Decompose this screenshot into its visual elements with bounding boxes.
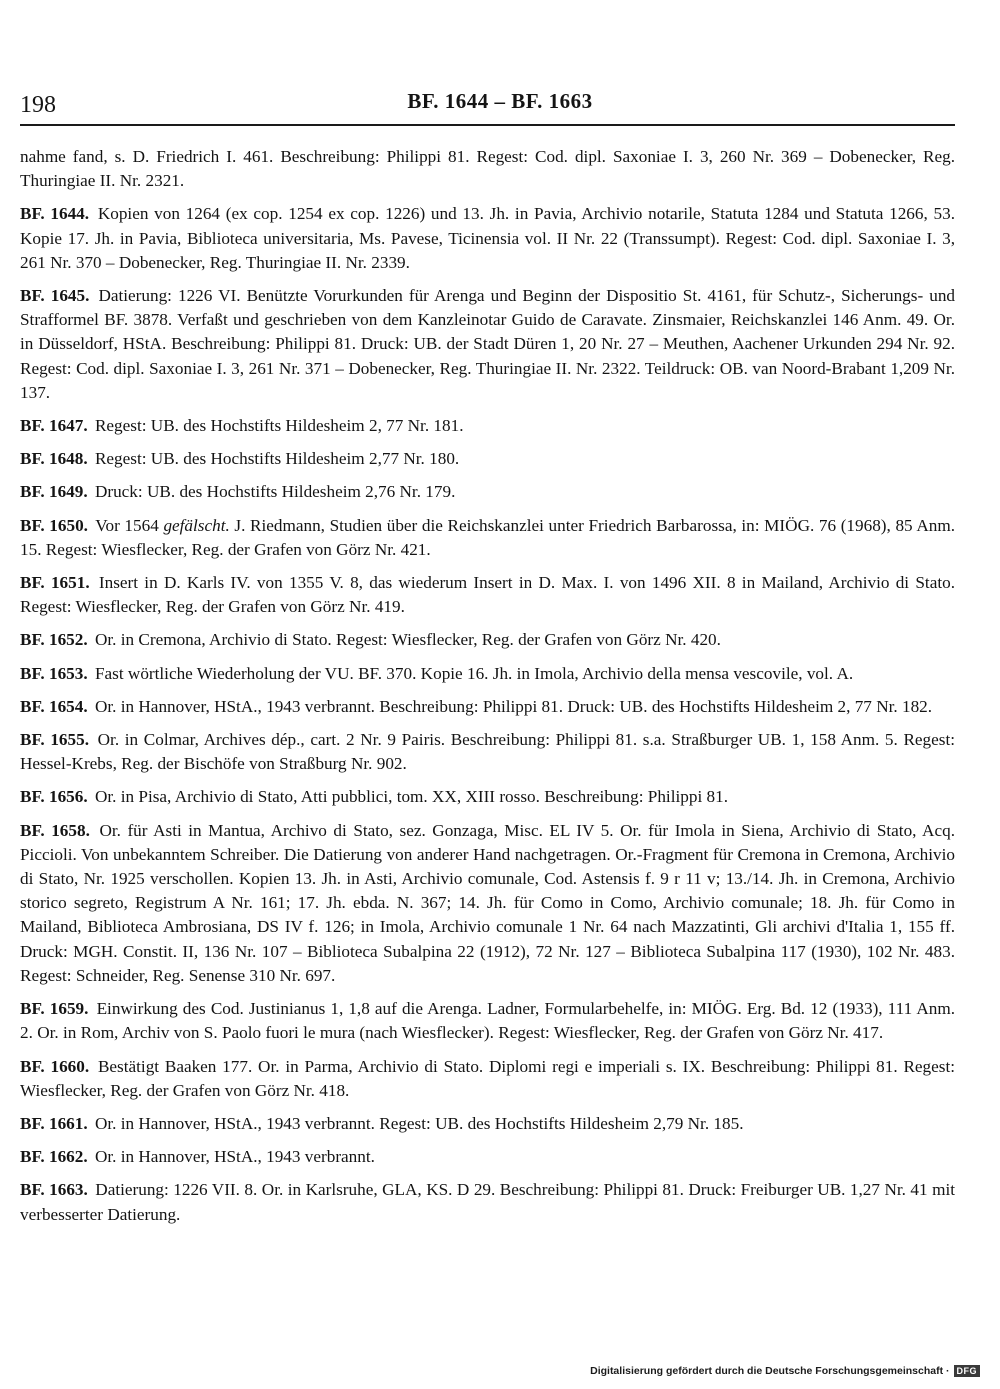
entry-bf-1662 [20, 1145, 955, 1169]
entry-bf-1660 [20, 1055, 955, 1103]
entry-id: BF. 1651. [20, 573, 90, 593]
entry-id: BF. 1648. [20, 449, 88, 469]
entry-id: BF. 1662. [20, 1147, 88, 1167]
dfg-logo: DFG [954, 1365, 981, 1377]
entry-bf-1645 [20, 284, 955, 405]
entry-text: Fast wörtliche Wiederholung der VU. BF. 370. Kopie 16. Jh. in Imola, Archivio della mensa vescovile, vol. A. [94, 663, 854, 683]
entry-text: Insert in D. Karls IV. von 1355 V. 8, das wiederum Insert in D. Max. I. von 1496 XII. 8 in Mailand, Archivio di Stato. Regest: Wiesflecker, Reg. der Grafen von Görz Nr. 419. [20, 573, 955, 617]
entry-bf-1655 [20, 728, 955, 776]
entry-id: BF. 1655. [20, 730, 89, 750]
entry-text: Or. in Cremona, Archivio di Stato. Regest: Wiesflecker, Reg. der Grafen von Görz Nr. 420. [94, 630, 721, 650]
entry-text: Or. in Hannover, HStA., 1943 verbrannt. [94, 1147, 375, 1167]
entry-bf-1648 [20, 447, 955, 471]
entry-bf-1654 [20, 695, 955, 719]
entry-text: Kopien von 1264 (ex cop. 1254 ex cop. 1226) und 13. Jh. in Pavia, Archivio notarile, Statuta 1284 und Statuta 1266, 53. Kopie 17. Jh. in Pavia, Biblioteca universitaria, Ms. Pavese, Ticinensia vol. II Nr. 22 (Transsumpt). Regest: Cod. dipl. Saxoniae I. 3, 261 Nr. 370 – Dobenecker, Reg. Thuringiae II. Nr. 2339. [20, 204, 956, 272]
entry-id: BF. 1660. [20, 1056, 90, 1076]
entry-text: nahme fand, s. D. Friedrich I. 461. Beschreibung: Philippi 81. Regest: Cod. dipl. Saxoniae I. 3, 260 Nr. 369 – Dobenecker, Reg. Thuringiae II. Nr. 2321. [20, 147, 955, 191]
entry-text: Regest: UB. des Hochstifts Hildesheim 2, 77 Nr. 181. [94, 416, 464, 436]
entry-id: BF. 1650. [20, 515, 88, 535]
entry-bf-1663 [20, 1178, 955, 1226]
entry-id: BF. 1658. [20, 820, 90, 840]
entry-text: Einwirkung des Cod. Justinianus 1, 1,8 auf die Arenga. Ladner, Formularbehelfe, in: MIÖG. Erg. Bd. 12 (1933), 111 Anm. 2. Or. in Rom, Archiv von S. Paolo fuori le mura (nach Wiesflecker). Regest: Wiesflecker, Reg. der Grafen von Görz Nr. 417. [20, 999, 956, 1043]
running-head: BF. 1644 – BF. 1663 [407, 89, 593, 113]
entry-id: BF. 1663. [20, 1180, 88, 1200]
page-number: 198 [20, 92, 56, 118]
entry-bf-1644 [20, 202, 955, 275]
entry-bf-1656 [20, 785, 955, 809]
entries-body [20, 145, 955, 1236]
entry-text: Or. in Pisa, Archivio di Stato, Atti pubblici, tom. XX, XIII rosso. Beschreibung: Philippi 81. [94, 787, 729, 807]
header-rule [20, 124, 955, 126]
entry-text-continued: J. Riedmann, Studien über die Reichskanzlei unter Friedrich Barbarossa, in: MIÖG. 76 (1968), 85 Anm. 15. Regest: Wiesflecker, Reg. der Grafen von Görz Nr. 421. [20, 515, 955, 559]
entry-bf-1653 [20, 662, 955, 686]
entry-id: BF. 1654. [20, 696, 88, 716]
funding-footer [590, 1365, 980, 1377]
funding-note: Digitalisierung gefördert durch die Deutsche Forschungsgemeinschaft · [590, 1365, 950, 1377]
entry-bf-1647 [20, 414, 955, 438]
entry-bf-1652 [20, 628, 955, 652]
entry-text: Bestätigt Baaken 177. Or. in Parma, Archivio di Stato. Diplomi regi e imperiali s. IX. Beschreibung: Philippi 81. Regest: Wiesflecker, Reg. der Grafen von Görz Nr. 418. [20, 1056, 956, 1100]
entry-text: Regest: UB. des Hochstifts Hildesheim 2,77 Nr. 180. [94, 449, 460, 469]
entry-text: Or. für Asti in Mantua, Archivo di Stato, sez. Gonzaga, Misc. EL IV 5. Or. für Imola in Siena, Archivio di Stato, Acq. Piccioli. Von unbekanntem Schreiber. Die Datierung von anderer Hand nachgetragen. Or.-Fragment für Cremona in Cremona, Archivio di Stato, Nr. 1925 verschollen. Kopien 13. Jh. in Asti, Archivio comunale, Cod. Astensis f. 9 r 11 v; 13./14. Jh. in Cremona, Archivio storico segreto, Registrum A Nr. 161; 17. Jh. ebda. N. 367; 14. Jh. für Como in Como, Archivio comunale; 18. Jh. für Como in Mailand, Biblioteca Ambrosiana, DS IV f. 126; in Imola, Archivio comunale 1 Nr. 64 nach Mazzatinti, Gli archivi d'Italia 1, 155 ff. Druck: MGH. Constit. II, 136 Nr. 107 – Biblioteca Subalpina 22 (1912), 72 Nr. 127 – Biblioteca Subalpina 117 (1930), 102 Nr. 483. Regest: Schneider, Reg. Senense 310 Nr. 697. [20, 820, 955, 985]
entry-id: BF. 1656. [20, 787, 88, 807]
entry-bf-1649 [20, 480, 955, 504]
entry-text: Or. in Hannover, HStA., 1943 verbrannt. Regest: UB. des Hochstifts Hildesheim 2,79 Nr. 185. [94, 1113, 744, 1133]
entry-text: Vor 1564 [95, 515, 164, 535]
entry-id: BF. 1661. [20, 1113, 88, 1133]
entry-text: Or. in Hannover, HStA., 1943 verbrannt. Beschreibung: Philippi 81. Druck: UB. des Hochstifts Hildesheim 2, 77 Nr. 182. [94, 696, 933, 716]
entry-id: BF. 1649. [20, 482, 88, 502]
entry-text: Datierung: 1226 VII. 8. Or. in Karlsruhe, GLA, KS. D 29. Beschreibung: Philippi 81. Druck: Freiburger UB. 1,27 Nr. 41 mit verbesserter Datierung. [20, 1180, 955, 1224]
entry-bf-1651 [20, 571, 955, 619]
entry-id: BF. 1652. [20, 630, 88, 650]
entry-bf-1658 [20, 819, 955, 988]
entry-id: BF. 1647. [20, 416, 88, 436]
entry-text: Datierung: 1226 VI. Benützte Vorurkunden für Arenga und Beginn der Dispositio St. 4161, für Schutz-, Sicherungs- und Strafformel BF. 3878. Verfaßt und geschrieben von dem Kanzleinotar Guido de Caravate. Zinsmaier, Reichskanzlei 146 Anm. 49. Or. in Düsseldorf, HStA. Beschreibung: Philippi 81. Druck: UB. der Stadt Düren 1, 20 Nr. 27 – Meuthen, Aachener Urkunden 294 Nr. 92. Regest: Cod. dipl. Saxoniae I. 3, 261 Nr. 371 – Dobenecker, Reg. Thuringiae II. Nr. 2322. Teildruck: OB. van Noord-Brabant 1,209 Nr. 137. [20, 286, 956, 402]
entry-text: Druck: UB. des Hochstifts Hildesheim 2,76 Nr. 179. [94, 482, 456, 502]
entry-id: BF. 1653. [20, 663, 88, 683]
entry-id: BF. 1644. [20, 204, 90, 224]
entry-bf-1659 [20, 997, 955, 1045]
entry-bf-1650 [20, 514, 955, 562]
entry-italic-text: gefälscht. [163, 515, 230, 535]
entry-id: BF. 1659. [20, 999, 89, 1019]
entry-bf-1661 [20, 1112, 955, 1136]
entry-continuation [20, 145, 955, 193]
entry-text: Or. in Colmar, Archives dép., cart. 2 Nr. 9 Pairis. Beschreibung: Philippi 81. s.a. Straßburger UB. 1, 158 Anm. 5. Regest: Hessel-Krebs, Reg. der Bischöfe von Straßburg Nr. 902. [20, 730, 956, 774]
entry-id: BF. 1645. [20, 286, 90, 306]
